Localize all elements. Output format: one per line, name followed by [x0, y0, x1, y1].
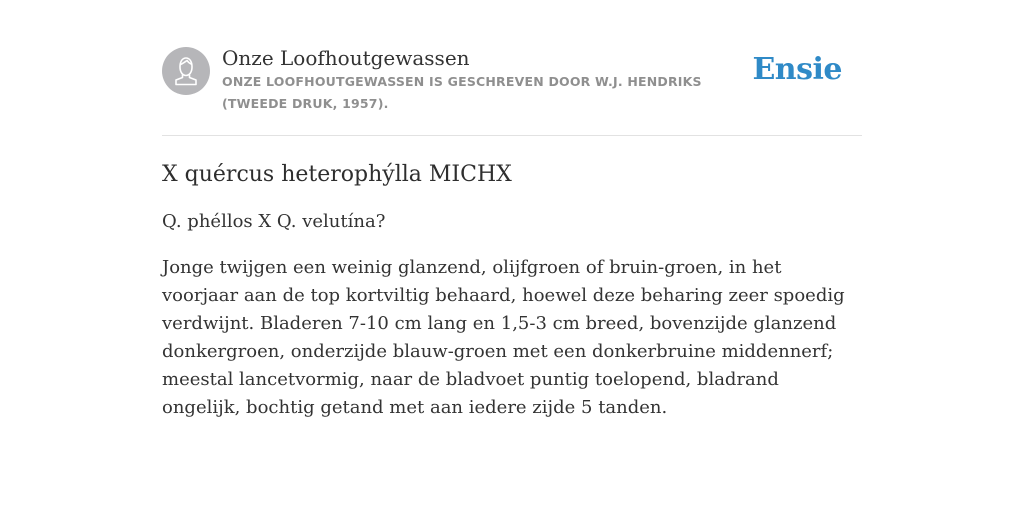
avatar: [162, 47, 210, 95]
entry-subtitle: Q. phéllos X Q. velutína?: [162, 211, 386, 232]
entry-content: [162, 158, 862, 422]
entry-body: Jonge twijgen een weinig glanzend, olijfgroen of bruin-groen, in het voorjaar aan de top kortviltig behaard, hoewel deze beharing zeer spoedig verdwijnt. Bladeren 7-10 cm lang en 1,5-3 cm breed, bovenzijde glanzend donkergroen, onderzijde blauw-groen met een donkerbruine middennerf; meestal lancetvormig, naar de bladvoet puntig toelopend, bladrand ongelijk, bochtig getand met aan iedere zijde 5 tanden.: [162, 257, 845, 418]
source-description: ONZE LOOFHOUTGEWASSEN IS GESCHREVEN DOOR W.J. HENDRIKS (TWEEDE DRUK, 1957).: [222, 74, 702, 111]
entry-title: X quércus heterophýlla MICHX: [162, 162, 512, 187]
user-avatar-icon: [162, 47, 210, 95]
source-header: [162, 46, 862, 136]
ensie-logo[interactable]: Ensie: [752, 52, 842, 87]
source-title[interactable]: Onze Loofhoutgewassen: [222, 46, 470, 70]
